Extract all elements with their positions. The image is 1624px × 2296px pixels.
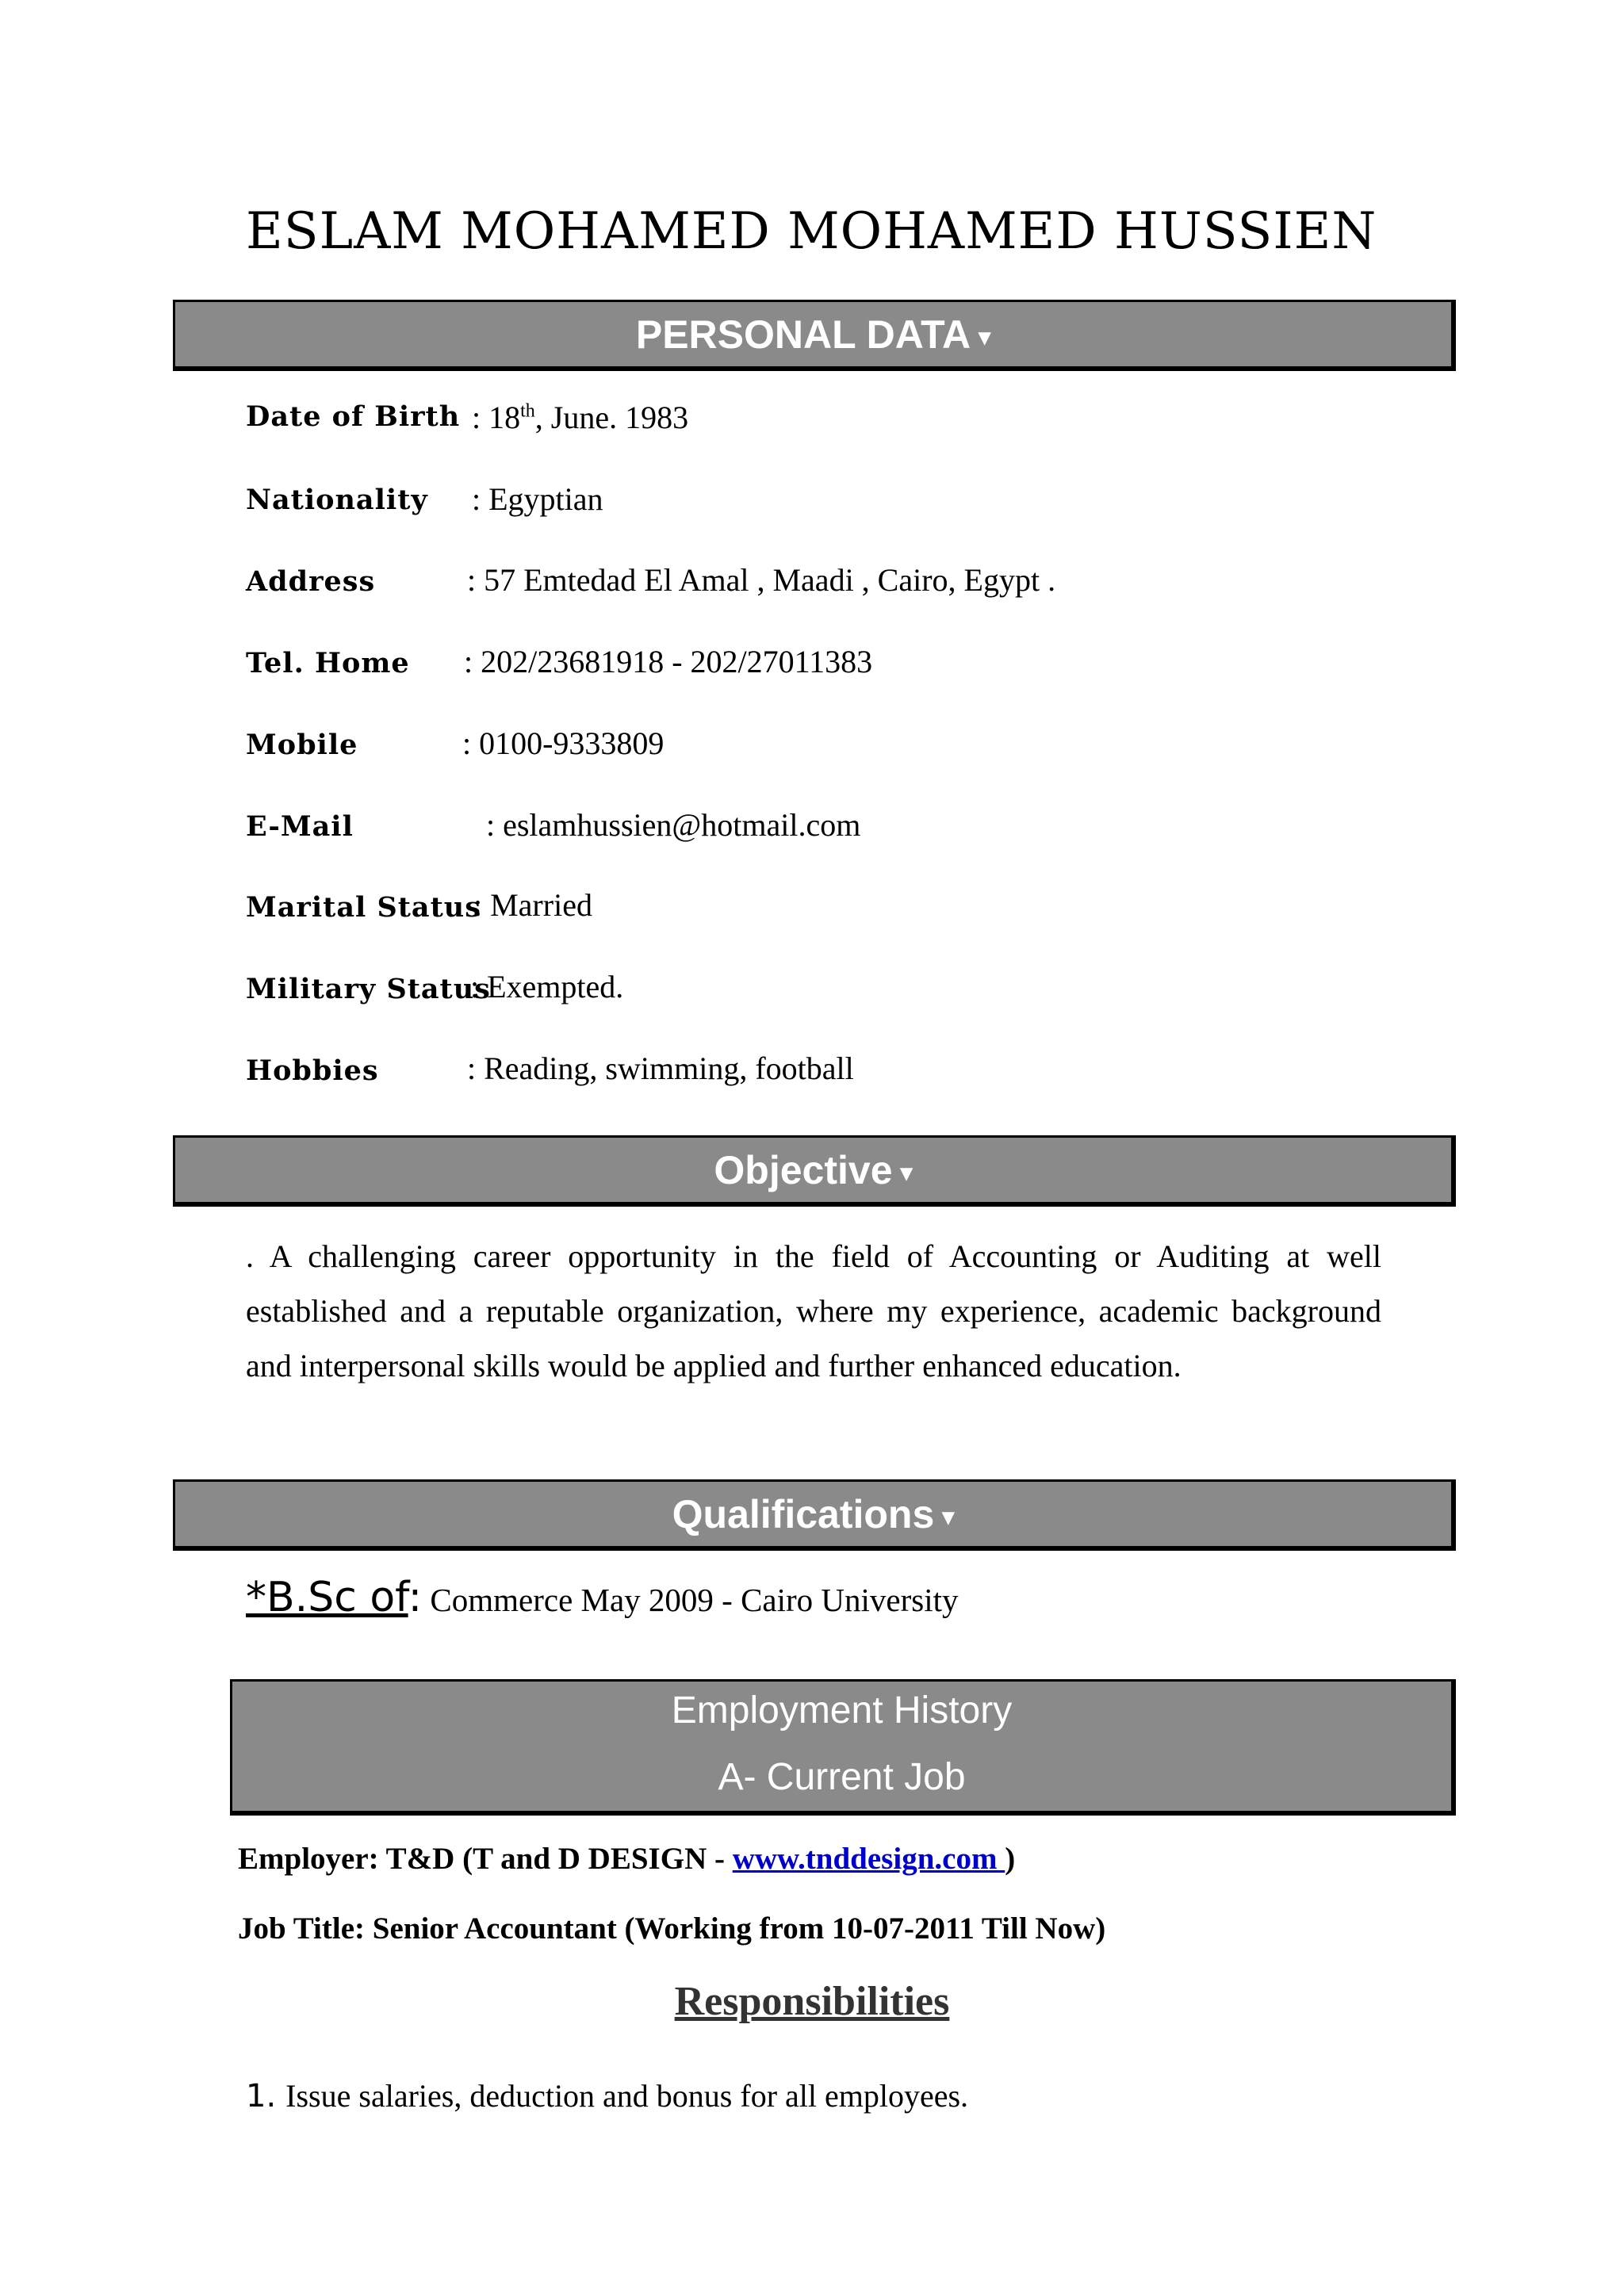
caret-down-icon: ▾ <box>900 1159 913 1186</box>
employer-suffix: ) <box>1005 1842 1016 1876</box>
section-objective <box>173 1135 1456 1207</box>
job-title-line: Job Title: Senior Accountant (Working from 10-07-2011 Till Now) <box>238 1911 1106 1946</box>
employer-website-link[interactable]: www.tnddesign.com <box>732 1842 1005 1876</box>
section-employment-history <box>230 1679 1456 1816</box>
military-status-label: Military Status <box>246 973 491 1005</box>
caret-down-icon: ▾ <box>979 323 991 350</box>
hobbies-value: : Reading, swimming, football <box>467 1050 854 1086</box>
caret-down-icon: ▾ <box>942 1503 955 1530</box>
email-label: E-Mail <box>246 810 354 843</box>
qualification-details: Commerce May 2009 - Cairo University <box>422 1582 959 1618</box>
responsibility-number: 1. <box>246 2078 277 2114</box>
employer-prefix: Employer: T&D (T and D DESIGN - <box>238 1842 733 1876</box>
section-objective-label: Objective <box>714 1148 893 1192</box>
responsibility-text: Issue salaries, deduction and bonus for all employees. <box>285 2078 969 2114</box>
qualification-colon: : <box>408 1574 423 1621</box>
dob-label: Date of Birth <box>246 400 461 433</box>
section-personal-data-label: PERSONAL DATA <box>635 312 971 357</box>
address-label: Address <box>246 565 376 598</box>
employer-line <box>238 1841 1015 1877</box>
qualification-degree: *B.Sc of <box>246 1574 408 1621</box>
responsibilities-title: Responsibilities <box>674 1979 950 2024</box>
current-job-label: A- Current Job <box>718 1756 966 1798</box>
section-personal-data <box>173 300 1456 371</box>
objective-text: . A challenging career opportunity in the field of Accounting or Auditing at well established and a reputable organization, where my experience, academic background and interpersonal skills would be applied and further enhanced education. <box>246 1238 1381 1383</box>
dob-value <box>472 399 688 436</box>
dob-day: : 18 <box>472 400 521 435</box>
responsibility-item <box>246 2077 968 2114</box>
qualification-line <box>246 1574 959 1621</box>
mobile-value: : 0100-9333809 <box>462 725 665 761</box>
military-status-value: : Exempted. <box>470 969 624 1004</box>
tel-home-value: : 202/23681918 - 202/27011383 <box>464 644 873 679</box>
employment-history-label: Employment History <box>671 1689 1013 1732</box>
nationality-label: Nationality <box>246 484 428 516</box>
dob-suffix: th <box>520 400 535 422</box>
mobile-label: Mobile <box>246 729 358 761</box>
section-qualifications-label: Qualifications <box>672 1492 935 1536</box>
address-value: : 57 Emtedad El Amal , Maadi , Cairo, Egypt . <box>467 562 1056 598</box>
email-value: : eslamhussien@hotmail.com <box>486 807 861 843</box>
hobbies-label: Hobbies <box>246 1054 379 1087</box>
section-qualifications <box>173 1479 1456 1551</box>
nationality-value: : Egyptian <box>472 481 603 517</box>
marital-status-value: : Married <box>473 887 592 923</box>
dob-rest: , June. 1983 <box>534 400 689 435</box>
tel-home-label: Tel. Home <box>246 647 410 679</box>
marital-status-label: Marital Status <box>246 891 481 924</box>
candidate-name: ESLAM MOHAMED MOHAMED HUSSIEN <box>246 202 1377 261</box>
